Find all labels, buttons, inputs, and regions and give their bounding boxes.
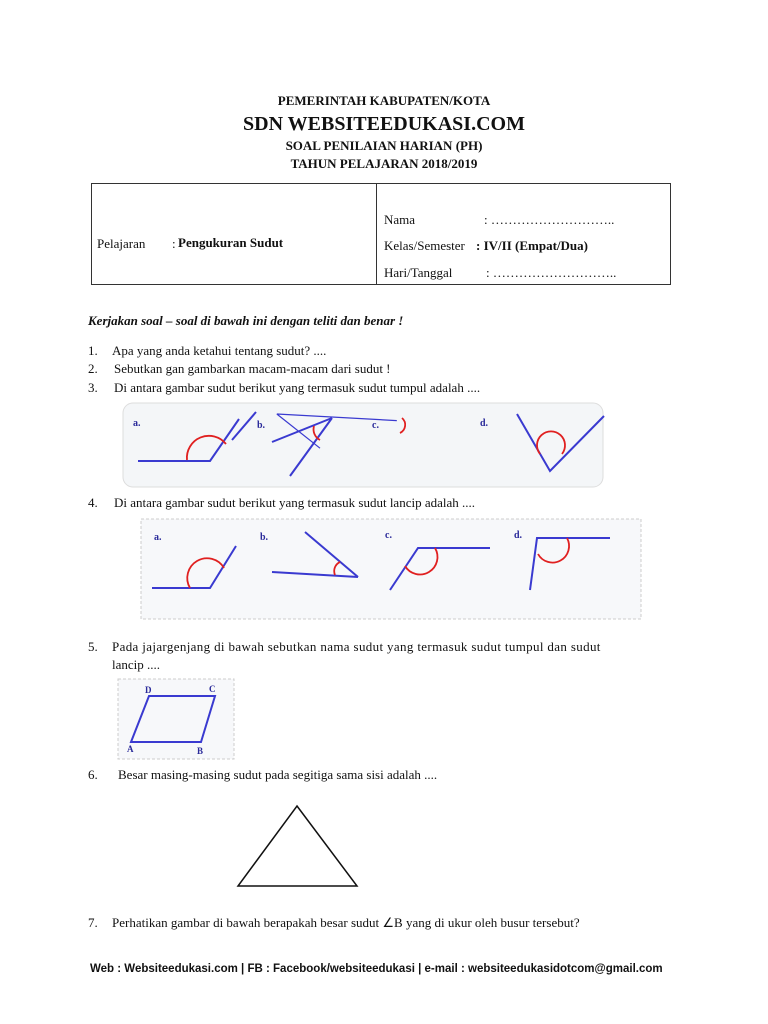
question-text: Sebutkan gan gambarkan macam-macam dari sudut ! <box>114 361 391 376</box>
question-text: Di antara gambar sudut berikut yang termasuk sudut tumpul adalah .... <box>114 380 481 395</box>
name-value: : ……………………….. <box>484 212 615 227</box>
date-value: : ……………………….. <box>486 265 617 280</box>
info-table <box>91 183 671 285</box>
date-label: Hari/Tanggal <box>384 265 453 280</box>
question-text: Apa yang anda ketahui tentang sudut? .... <box>112 343 327 358</box>
question-number: 2. <box>88 361 98 376</box>
table-divider <box>376 184 377 284</box>
option-c: c. <box>385 530 392 541</box>
option-d: d. <box>514 530 523 541</box>
equilateral-triangle-figure <box>236 804 360 888</box>
question-number: 7. <box>88 915 98 930</box>
footer-mail: websiteedukasidotcom@gmail.com <box>468 963 663 975</box>
obtuse-angle-figure <box>122 402 604 488</box>
question-text: Di antara gambar sudut berikut yang termasuk sudut lancip adalah .... <box>114 495 476 510</box>
question-text: Besar masing-masing sudut pada segitiga sama sisi adalah .... <box>118 767 438 782</box>
class-label: Kelas/Semester <box>384 238 465 253</box>
footer-fb-label: FB : <box>247 963 274 975</box>
acute-angle-figure <box>140 518 642 620</box>
question-text: Pada jajargenjang di bawah sebutkan nama sudut yang termasuk sudut tumpul dan sudut <box>112 639 601 654</box>
parallelogram-figure <box>117 678 235 760</box>
option-a: a. <box>154 532 162 543</box>
header-government: PEMERINTAH KABUPATEN/KOTA <box>277 93 491 108</box>
vertex-d: D <box>145 685 152 695</box>
question-text: lancip .... <box>112 657 161 672</box>
footer-web-label: Web : <box>90 963 125 975</box>
option-c: c. <box>372 420 379 431</box>
footer-sep: | <box>414 963 425 975</box>
subject-sep: : <box>172 236 176 251</box>
header-year: TAHUN PELAJARAN 2018/2019 <box>290 156 478 171</box>
option-b: b. <box>257 420 266 431</box>
question-text: Perhatikan gambar di bawah berapakah besar sudut ∠B yang di ukur oleh busur tersebut? <box>112 915 580 930</box>
header-exam: SOAL PENILAIAN HARIAN (PH) <box>285 138 483 153</box>
option-a: a. <box>133 418 141 429</box>
question-number: 3. <box>88 380 98 395</box>
question-number: 1. <box>88 343 98 358</box>
footer-mail-label: e-mail : <box>424 963 468 975</box>
footer-web: Websiteedukasi.com <box>124 963 238 975</box>
footer <box>90 963 663 975</box>
subject-value: Pengukuran Sudut <box>178 235 284 250</box>
question-number: 4. <box>88 495 98 510</box>
footer-sep: | <box>237 963 248 975</box>
vertex-b: B <box>197 746 204 756</box>
header-school: SDN WEBSITEEDUKASI.COM <box>243 113 525 135</box>
name-label: Nama <box>384 212 416 227</box>
subject-label: Pelajaran <box>97 236 146 251</box>
option-d: d. <box>480 418 489 429</box>
option-b: b. <box>260 532 269 543</box>
vertex-a: A <box>127 744 134 754</box>
question-number: 5. <box>88 639 98 654</box>
class-value: : IV/II (Empat/Dua) <box>476 238 588 253</box>
instruction: Kerjakan soal – soal di bawah ini dengan teliti dan benar ! <box>88 313 404 328</box>
question-number: 6. <box>88 767 98 782</box>
footer-fb: Facebook/websiteedukasi <box>273 963 415 975</box>
vertex-c: C <box>209 684 216 694</box>
